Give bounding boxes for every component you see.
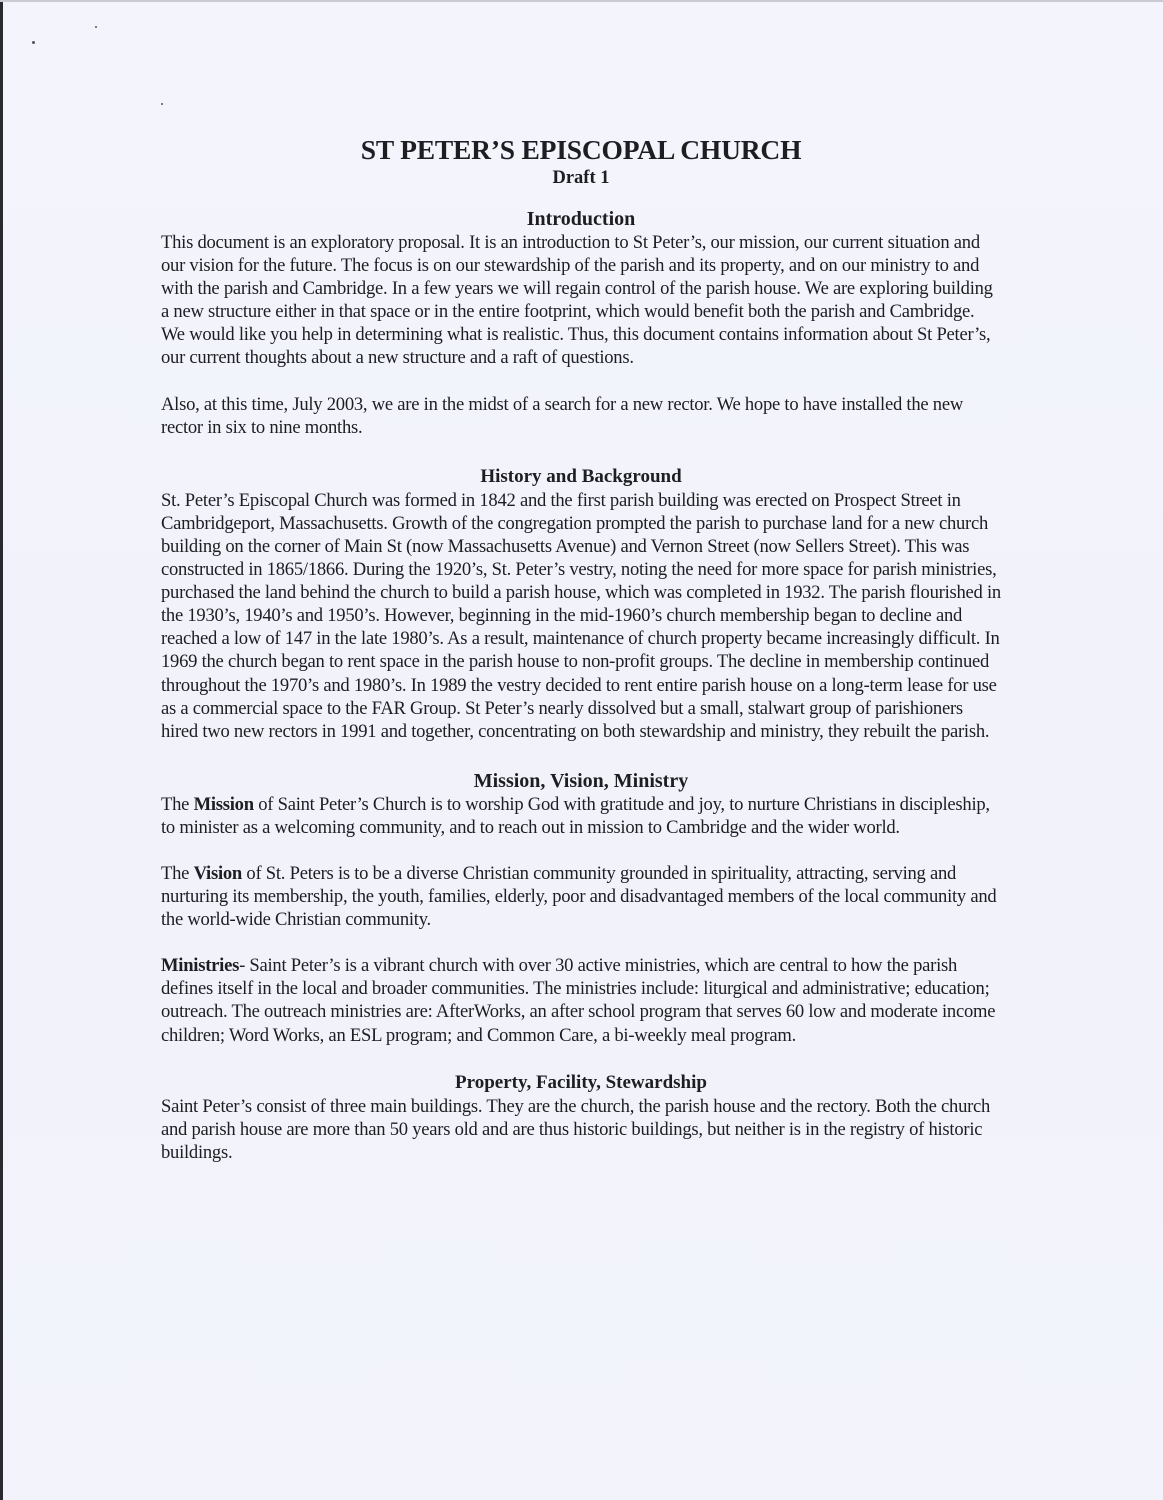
mission-paragraph [161, 793, 1001, 839]
scan-speck [95, 26, 97, 28]
scan-speck [32, 41, 35, 44]
vision-paragraph [161, 862, 1001, 931]
vision-prefix: The [161, 862, 194, 884]
document-body [161, 133, 1001, 1164]
ministries-text: - Saint Peter’s is a vibrant church with over 30 active ministries, which are central to how the parish defines itself in the local and broader communities. The ministries include: liturgical and administrative; education; outreach. The outreach ministries are: AfterWorks, an after school program that serves 60 low and moderate income children; Word Works, an ESL program; and Common Care, a bi-weekly meal program. [161, 955, 996, 1046]
section-heading: Introduction [526, 208, 636, 230]
vision-term: Vision [193, 862, 243, 884]
page-scan-edge-top [0, 0, 1163, 2]
section-heading: History and Background [480, 465, 682, 487]
mission-term: Mission [193, 793, 254, 815]
section-heading: Mission, Vision, Ministry [473, 769, 689, 792]
ministries-term: Ministries [161, 955, 240, 977]
mission-text: of Saint Peter’s Church is to worship God with gratitude and joy, to nurture Christians in discipleship, to minister as a welcoming community, and to reach out in mission to Cambridge and the wider world. [161, 793, 990, 838]
paragraph: This document is an exploratory proposal. It is an introduction to St Peter’s, our mission, our current situation and our vision for the future. The focus is on our stewardship of the parish and its property, and on our ministry to and with the parish and Cambridge. In a few years we will regain control of the parish house. We are exploring building a new structure either in that space or in the entire footprint, which would benefit both the parish and Cambridge. We would like you help in determining what is realistic. Thus, this document contains information about St Peter’s, our current thoughts about a new structure and a raft of questions. [161, 232, 993, 369]
document-title: ST PETER’S EPISCOPAL CHURCH [360, 134, 802, 165]
scan-speck [161, 103, 163, 105]
section-property-facility-stewardship [161, 1071, 1001, 1164]
section-heading: Property, Facility, Stewardship [455, 1071, 707, 1093]
paragraph: St. Peter’s Episcopal Church was formed in 1842 and the first parish building was erected on Prospect Street in Cambridgeport, Massachusetts. Growth of the congregation prompted the parish to purchase land for a new church building on the corner of Main St (now Massachusetts Avenue) and Vernon Street (now Sellers Street). This was constructed in 1865/1866. During the 1920’s, St. Peter’s vestry, noting the need for more space for parish ministries, purchased the land behind the church to build a parish house, which was completed in 1932. The parish flourished in the 1930’s, 1940’s and 1950’s. However, beginning in the mid-1960’s church membership began to decline and reached a low of 147 in the late 1980’s. As a result, maintenance of church property became increasingly difficult. In 1969 the church began to rent space in the parish house to non-profit groups. The decline in membership continued throughout the 1970’s and 1980’s. In 1989 the vestry decided to rent entire parish house on a long-term lease for use as a commercial space to the FAR Group. St Peter’s nearly dissolved but a small, stalwart group of parishioners hired two new rectors in 1991 and together, concentrating on both stewardship and ministry, they rebuilt the parish. [161, 489, 1001, 742]
section-history-and-background [161, 465, 1001, 743]
mission-prefix: The [161, 793, 194, 815]
document-subtitle: Draft 1 [552, 168, 610, 188]
paragraph: Saint Peter’s consist of three main buildings. They are the church, the parish house and the rectory. Both the church and parish house are more than 50 years old and are thus historic buildings, but neither is in the registry of historic buildings. [161, 1095, 991, 1163]
ministries-paragraph [161, 954, 1001, 1046]
section-introduction [161, 207, 1001, 439]
page-scan-edge-left [0, 0, 3, 1500]
paragraph: Also, at this time, July 2003, we are in the midst of a search for a new rector. We hope to have installed the new rector in six to nine months. [161, 393, 964, 438]
vision-text: of St. Peters is to be a diverse Christian community grounded in spirituality, attracting, serving and nurturing its membership, the youth, families, elderly, poor and disadvantaged members of the local community and the world-wide Christian community. [161, 862, 997, 931]
section-mission-vision-ministry [161, 769, 1001, 1047]
